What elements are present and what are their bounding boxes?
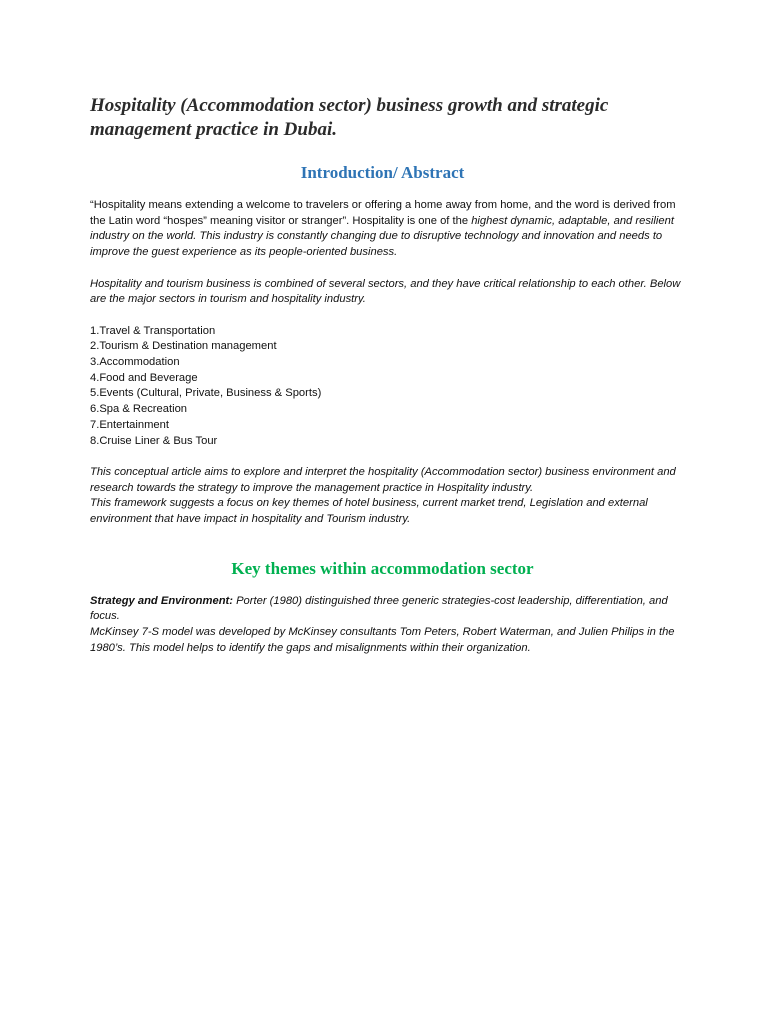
sector-item: 6.Spa & Recreation xyxy=(90,403,188,416)
intro-paragraph-normal: “Hospitality means extending a welcome to travelers or offering a home away from home, and the word is derived from the Latin word “hospes” meaning visitor or stranger”. Hospitality is one of the xyxy=(90,199,676,227)
document-page xyxy=(90,94,690,672)
intro-heading: Introduction/ Abstract xyxy=(300,163,465,182)
conceptual-paragraph-line: This conceptual article aims to explore and interpret the hospitality (Accommodation sector) business environment and research towards the strategy to improve the management practice in Hospitality industry. xyxy=(90,465,676,494)
sector-item: 7.Entertainment xyxy=(90,418,169,431)
sectors-intro-paragraph: Hospitality and tourism business is combined of several sectors, and they have critical relationship to each other. Below are the major sectors in tourism and hospitality industry. xyxy=(90,277,681,306)
sector-item: 8.Cruise Liner & Bus Tour xyxy=(90,434,218,447)
sector-list xyxy=(90,324,690,450)
document-title: Hospitality (Accommodation sector) business growth and strategic management practice in Dubai. xyxy=(90,95,609,140)
strategy-label: Strategy and Environment: xyxy=(90,594,233,607)
conceptual-paragraph xyxy=(90,465,690,528)
sector-item: 1.Travel & Transportation xyxy=(90,324,216,337)
sector-item: 2.Tourism & Destination management xyxy=(90,340,277,353)
strategy-paragraph xyxy=(90,594,690,657)
key-themes-heading: Key themes within accommodation sector xyxy=(231,558,534,578)
sector-item: 5.Events (Cultural, Private, Business & Sports) xyxy=(90,387,322,400)
intro-paragraph xyxy=(90,198,690,261)
strategy-text: Porter (1980) distinguished three generic strategies-cost leadership, differentiation, and focus. xyxy=(90,594,668,623)
sector-item: 4.Food and Beverage xyxy=(90,371,198,384)
conceptual-paragraph-line: This framework suggests a focus on key themes of hotel business, current market trend, Legislation and external environment that have impact in hospitality and Tourism industry. xyxy=(90,497,648,526)
strategy-text: McKinsey 7-S model was developed by McKinsey consultants Tom Peters, Robert Waterman, and Julien Philips in the 1980’s. This model helps to identify the gaps and misalignments within their organization. xyxy=(90,626,675,654)
sector-item: 3.Accommodation xyxy=(90,356,180,368)
intro-paragraph-italic: highest dynamic, adaptable, and resilient industry on the world. This industry is constantly changing due to disruptive technology and innovation and needs to improve the guest experience as its people-oriented business. xyxy=(90,214,674,259)
